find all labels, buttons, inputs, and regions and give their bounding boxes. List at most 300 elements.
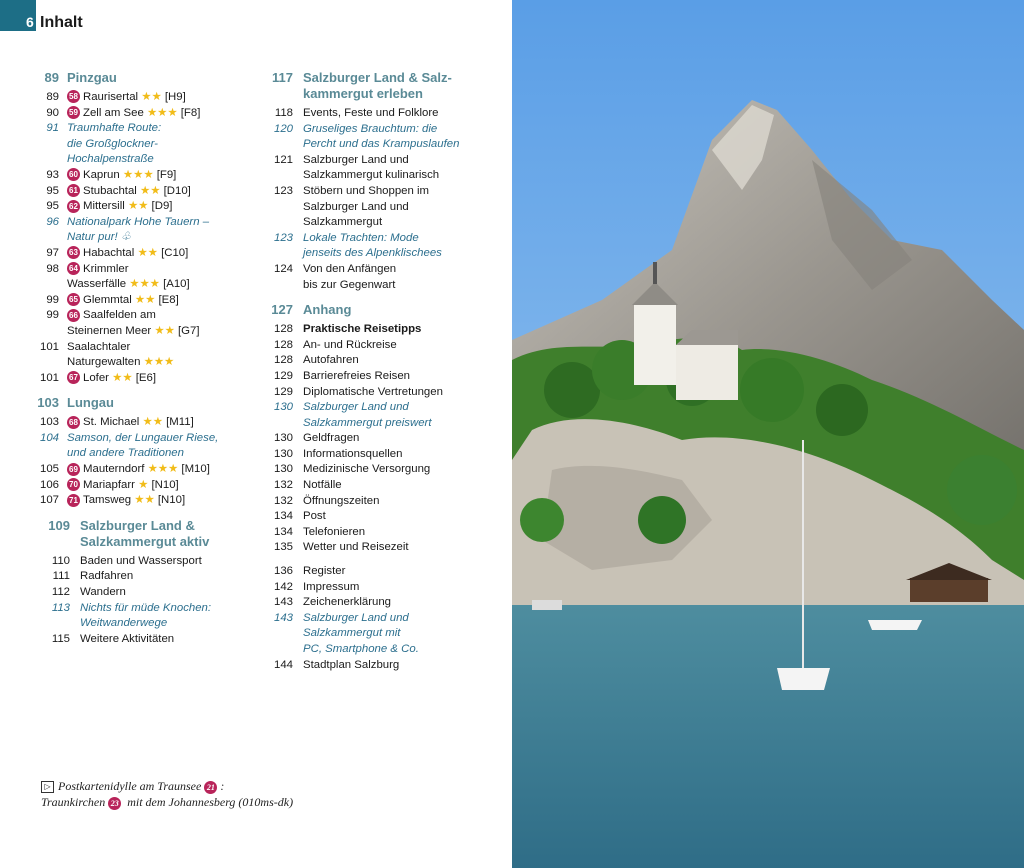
entry-text: Glemmtal [83, 293, 132, 306]
entry-text: Anhang [303, 302, 352, 318]
toc-entry [257, 215, 462, 231]
entry-text: Naturgewalten [67, 356, 141, 369]
page-number [257, 168, 303, 184]
poi-number-badge: 65 [67, 293, 80, 306]
entry-label [303, 611, 462, 627]
entry-text: Von den Anfängen [303, 262, 397, 275]
toc-entry [34, 585, 244, 601]
toc-entry [34, 324, 244, 340]
poi-number-badge: 63 [67, 246, 80, 259]
page-number: 136 [273, 565, 293, 578]
page-number: 113 [51, 601, 70, 614]
entry-label [67, 431, 244, 447]
entry-text: Lokale Trachten: Mode [303, 231, 419, 244]
entry-text: Praktische Reisetipps [303, 323, 422, 336]
toc-entry [34, 478, 244, 494]
page-number: 112 [51, 586, 70, 599]
entry-text: Traumhafte Route: [67, 122, 162, 135]
entry-label [67, 215, 244, 231]
page-number [257, 200, 303, 216]
toc-entry [34, 355, 244, 371]
poi-badge: 23 [108, 797, 121, 810]
entry-label [67, 415, 244, 431]
entry-label [80, 585, 244, 601]
toc-entry [257, 338, 462, 354]
entry-text: Krimmler [83, 262, 129, 275]
page-number [257, 626, 303, 642]
entry-label [67, 478, 244, 494]
page-number: 134 [273, 510, 293, 523]
page-number: 101 [39, 371, 59, 384]
toc-entry [257, 642, 462, 658]
toc-entry [34, 184, 244, 200]
entry-text: Samson, der Lungauer Riese, [67, 431, 219, 444]
toc-entry [257, 626, 462, 642]
page-number: 91 [46, 122, 59, 135]
entry-text: Weitwanderwege [80, 617, 168, 630]
entry-label [303, 200, 462, 216]
star-rating-icon: ★★ [134, 293, 156, 306]
entry-text: Salzkammergut mit [303, 627, 401, 640]
toc-entry [257, 122, 462, 138]
toc-entry [257, 246, 462, 262]
page-number: 123 [273, 231, 293, 244]
entry-text: Barrierefreies Reisen [303, 369, 410, 382]
entry-text: Medizinische Versorgung [303, 463, 431, 476]
entry-text: Mauterndorf [83, 463, 145, 476]
toc-spacer [257, 556, 462, 564]
toc-column-left [34, 70, 244, 647]
toc-entry [34, 308, 244, 324]
entry-label [67, 230, 244, 246]
entry-label [303, 122, 462, 138]
toc-entry [257, 658, 462, 674]
toc-entry [34, 616, 244, 632]
entry-text: Salzburger Land und [303, 401, 409, 414]
entry-label [303, 416, 462, 432]
poi-number-badge: 61 [67, 184, 80, 197]
poi-number-badge: 60 [67, 168, 80, 181]
map-reference: [N10] [151, 478, 179, 491]
toc-entry [257, 106, 462, 122]
page-number: 135 [273, 541, 293, 554]
entry-text: St. Michael [83, 416, 140, 429]
entry-label [303, 262, 462, 278]
map-reference: [E6] [135, 371, 157, 384]
page-number: 95 [46, 200, 59, 213]
entry-text: Informationsquellen [303, 447, 403, 460]
entry-label [303, 431, 462, 447]
entry-text: die Großglockner- [67, 137, 158, 150]
entry-text: Mittersill [83, 200, 125, 213]
entry-text: Wetter und Reisezeit [303, 541, 409, 554]
page-number [34, 152, 67, 168]
page-number: 129 [273, 369, 293, 382]
map-reference: [F9] [156, 168, 177, 181]
entry-text: jenseits des Alpenklischees [303, 247, 442, 260]
entry-label [67, 184, 244, 200]
map-reference: [C10] [161, 246, 189, 259]
page-number [34, 324, 67, 340]
page-number: 89 [44, 70, 59, 85]
poi-number-badge: 71 [67, 494, 80, 507]
entry-text: An- und Rückreise [303, 338, 397, 351]
entry-label [303, 338, 462, 354]
entry-text: Lungau [67, 395, 114, 411]
entry-label [67, 395, 244, 411]
page-number: 117 [272, 70, 293, 85]
page-number: 93 [46, 168, 59, 181]
toc-entry [257, 540, 462, 556]
toc-entry [34, 415, 244, 431]
section-heading [34, 518, 244, 534]
entry-label [80, 616, 244, 632]
toc-entry [34, 277, 244, 293]
entry-label [303, 525, 462, 541]
toc-entry [34, 462, 244, 478]
page-number: 106 [39, 478, 59, 491]
poi-number-badge: 70 [67, 478, 80, 491]
entry-text: Kaprun [83, 168, 120, 181]
toc-entry [257, 494, 462, 510]
page-number: 132 [273, 479, 293, 492]
entry-text: Stöbern und Shoppen im [303, 184, 430, 197]
entry-label [303, 626, 462, 642]
section-heading [34, 395, 244, 411]
entry-label [67, 137, 244, 153]
entry-label [303, 278, 462, 294]
poi-number-badge: 62 [67, 200, 80, 213]
entry-text: Percht und das Krampuslaufen [303, 138, 460, 151]
section-heading [34, 534, 244, 550]
map-reference: [H9] [164, 91, 186, 103]
entry-label [303, 137, 462, 153]
page-number: 97 [46, 246, 59, 259]
toc-entry [34, 199, 244, 215]
entry-text: kammergut erleben [303, 86, 423, 101]
page-number: 143 [273, 596, 293, 609]
toc-entry [257, 447, 462, 463]
entry-text: Hochalpenstraße [67, 153, 154, 166]
entry-text: Notfälle [303, 479, 342, 492]
toc-entry [257, 564, 462, 580]
page-number: 101 [39, 340, 59, 353]
entry-text: Saalfelden am [83, 309, 156, 322]
entry-label [303, 86, 462, 102]
entry-text: Nichts für müde Knochen: [80, 601, 212, 614]
map-reference: [A10] [163, 278, 190, 291]
entry-label [303, 168, 462, 184]
entry-label [303, 385, 462, 401]
toc-entry [34, 493, 244, 509]
entry-text: Stubachtal [83, 184, 137, 197]
entry-label [67, 262, 244, 278]
star-rating-icon: ★★ [154, 324, 175, 337]
entry-label [303, 246, 462, 262]
page-number: 110 [51, 554, 70, 567]
toc-entry [257, 478, 462, 494]
entry-label [67, 462, 244, 478]
page-number: 95 [46, 184, 59, 197]
entry-text: Zeichenerklärung [303, 596, 392, 609]
star-rating-icon: ★★ [134, 494, 155, 507]
page-number: 111 [52, 570, 70, 583]
toc-entry [257, 278, 462, 294]
entry-label [303, 564, 462, 580]
page-number [257, 416, 303, 432]
entry-label [303, 447, 462, 463]
page-number: 120 [273, 122, 293, 135]
entry-label [303, 231, 462, 247]
entry-label [303, 540, 462, 556]
entry-text: Mariapfarr [83, 478, 135, 491]
photo-caption: ▷ Postkartenidylle am Traunsee 21 : Traunkirchen 23 mit dem Johannesberg (010ms-dk) [41, 779, 294, 809]
toc-entry [34, 569, 244, 585]
entry-text: Stadtplan Salzburg [303, 658, 400, 671]
entry-text: Raurisertal [83, 91, 139, 103]
entry-label [303, 478, 462, 494]
map-reference: [D9] [151, 200, 173, 213]
page-number: 118 [274, 107, 293, 119]
page-number [257, 278, 303, 294]
toc-column-right [257, 70, 462, 673]
entry-label [67, 324, 244, 340]
page-number: 98 [46, 262, 59, 275]
page-number: 105 [39, 463, 59, 476]
entry-label [80, 534, 244, 550]
page-number: 143 [273, 611, 293, 624]
page-title: Inhalt [40, 14, 83, 31]
entry-label [303, 153, 462, 169]
section-heading [257, 70, 462, 86]
toc-entry [34, 246, 244, 262]
page-number: 128 [273, 323, 293, 336]
toc-entry [257, 525, 462, 541]
page-number: 6 [26, 14, 34, 30]
entry-text: Steinernen Meer [67, 324, 152, 337]
star-rating-icon: ★ [138, 478, 149, 491]
entry-label [303, 369, 462, 385]
entry-label [67, 90, 244, 106]
entry-text: Salzkammergut preiswert [303, 416, 432, 429]
entry-text: Impressum [303, 580, 360, 593]
toc-entry [257, 184, 462, 200]
entry-label [67, 293, 244, 309]
entry-label [67, 446, 244, 462]
section-heading [257, 86, 462, 102]
page-number: 128 [273, 338, 293, 351]
entry-text: Radfahren [80, 570, 134, 583]
entry-text: bis zur Gegenwart [303, 278, 396, 291]
entry-text: Gruseliges Brauchtum: die [303, 122, 438, 135]
toc-entry [257, 509, 462, 525]
entry-text: Weitere Aktivitäten [80, 632, 175, 645]
entry-text: Salzburger Land & Salz- [303, 70, 452, 85]
toc-entry [34, 601, 244, 617]
entry-text: Diplomatische Vertretungen [303, 385, 443, 398]
map-reference: [F8] [180, 106, 201, 119]
toc-entry [34, 554, 244, 570]
entry-label [303, 215, 462, 231]
lake-photo [512, 0, 1024, 868]
page-number [34, 355, 67, 371]
map-reference: [N10] [157, 494, 186, 507]
toc-entry [257, 595, 462, 611]
entry-text: Telefonieren [303, 525, 366, 538]
page-number [34, 534, 80, 550]
page-number: 128 [273, 354, 293, 367]
entry-label [303, 595, 462, 611]
page-number: 130 [273, 463, 293, 476]
page-number: 121 [273, 153, 293, 166]
toc-entry [257, 231, 462, 247]
page-number: 107 [39, 494, 59, 507]
toc-entry [34, 152, 244, 168]
page-number: 127 [271, 302, 293, 318]
poi-number-badge: 67 [67, 371, 80, 384]
star-rating-icon: ★★★ [146, 106, 178, 119]
toc-entry [34, 106, 244, 122]
entry-text: Salzburger Land und [303, 611, 409, 624]
page-number [34, 137, 67, 153]
entry-text: Tamsweg [83, 494, 132, 507]
entry-label [67, 308, 244, 324]
toc-entry [34, 90, 244, 106]
page-number [257, 246, 303, 262]
entry-text: Wandern [80, 586, 126, 599]
entry-label [67, 168, 244, 184]
page-number [257, 642, 303, 658]
entry-text: Salzkammergut kulinarisch [303, 169, 440, 182]
toc-entry [34, 230, 244, 246]
page-number [34, 230, 67, 246]
entry-label [67, 199, 244, 215]
star-rating-icon: ★★ [127, 200, 149, 213]
entry-label [80, 601, 244, 617]
entry-label [80, 518, 244, 534]
entry-label [80, 632, 244, 648]
toc-entry [34, 262, 244, 278]
entry-text: PC, Smartphone & Co. [303, 643, 419, 655]
page-number [257, 86, 303, 102]
entry-text: Salzburger Land und [303, 200, 409, 213]
arrow-icon: ▷ [41, 781, 54, 793]
entry-label [303, 642, 462, 658]
entry-label [303, 322, 462, 338]
entry-text: Habachtal [83, 246, 135, 259]
entry-text: Lofer [83, 371, 109, 384]
poi-number-badge: 64 [67, 262, 80, 275]
page-number [257, 215, 303, 231]
page-number: 142 [273, 580, 293, 593]
entry-label [303, 400, 462, 416]
star-rating-icon: ★★★ [122, 168, 154, 181]
toc-entry [257, 580, 462, 596]
entry-label [80, 569, 244, 585]
toc-entry [257, 400, 462, 416]
toc-entry [34, 293, 244, 309]
entry-label [303, 106, 462, 122]
entry-text: Salzkammergut [303, 216, 383, 229]
star-rating-icon: ★★ [141, 91, 162, 103]
entry-label [303, 494, 462, 510]
entry-text: Natur pur! ♧ [67, 231, 132, 244]
entry-label [67, 70, 244, 86]
entry-text: Salzburger Land und [303, 153, 409, 166]
page-number: 123 [273, 184, 293, 197]
entry-label [80, 554, 244, 570]
entry-label [67, 106, 244, 122]
star-rating-icon: ★★★ [129, 278, 160, 291]
entry-text: Salzburger Land & [80, 517, 195, 533]
map-reference: [M10] [181, 463, 210, 476]
entry-text: Baden und Wassersport [80, 554, 202, 567]
map-reference: [M11] [166, 416, 194, 429]
map-reference: [G7] [178, 324, 200, 337]
page-number: 124 [273, 262, 293, 275]
page-number [34, 277, 67, 293]
toc-entry [257, 611, 462, 627]
toc-entry [257, 262, 462, 278]
entry-label [67, 355, 244, 371]
page-number: 89 [46, 91, 59, 103]
toc-entry [34, 340, 244, 356]
entry-text: und andere Traditionen [67, 447, 184, 460]
star-rating-icon: ★★ [137, 246, 158, 259]
toc-entry [34, 371, 244, 387]
star-rating-icon: ★★★ [147, 463, 179, 476]
page-number: 96 [46, 215, 59, 228]
entry-text: Wasserfälle [67, 278, 127, 291]
page-number-tab [0, 0, 36, 31]
entry-label [67, 277, 244, 293]
toc-entry [34, 215, 244, 231]
entry-text: Saalachtaler [67, 340, 131, 353]
page-number: 99 [46, 309, 59, 322]
entry-text: Post [303, 510, 326, 523]
page-number [34, 616, 80, 632]
entry-label [303, 302, 462, 318]
toc-entry [257, 137, 462, 153]
page-number: 99 [46, 293, 59, 306]
poi-number-badge: 58 [67, 90, 80, 103]
section-heading [34, 70, 244, 86]
entry-text: Register [303, 565, 346, 578]
page-number: 130 [273, 447, 293, 460]
entry-label [303, 184, 462, 200]
toc-entry [257, 369, 462, 385]
entry-label [67, 371, 244, 387]
entry-text: Salzkammergut aktiv [80, 533, 210, 549]
entry-label [303, 509, 462, 525]
page-number: 103 [37, 395, 59, 411]
toc-entry [34, 121, 244, 137]
page-number [34, 446, 67, 462]
page-number: 90 [46, 106, 59, 119]
toc-entry [34, 632, 244, 648]
poi-number-badge: 68 [67, 416, 80, 429]
entry-text: Geldfragen [303, 432, 360, 445]
entry-text: Öffnungszeiten [303, 494, 380, 507]
page-number: 144 [273, 658, 293, 671]
toc-entry [257, 200, 462, 216]
poi-number-badge: 69 [67, 463, 80, 476]
entry-label [303, 580, 462, 596]
map-reference: [D10] [163, 184, 191, 197]
entry-text: Nationalpark Hohe Tauern – [67, 215, 210, 228]
toc-entry [257, 153, 462, 169]
poi-badge: 21 [204, 781, 217, 794]
